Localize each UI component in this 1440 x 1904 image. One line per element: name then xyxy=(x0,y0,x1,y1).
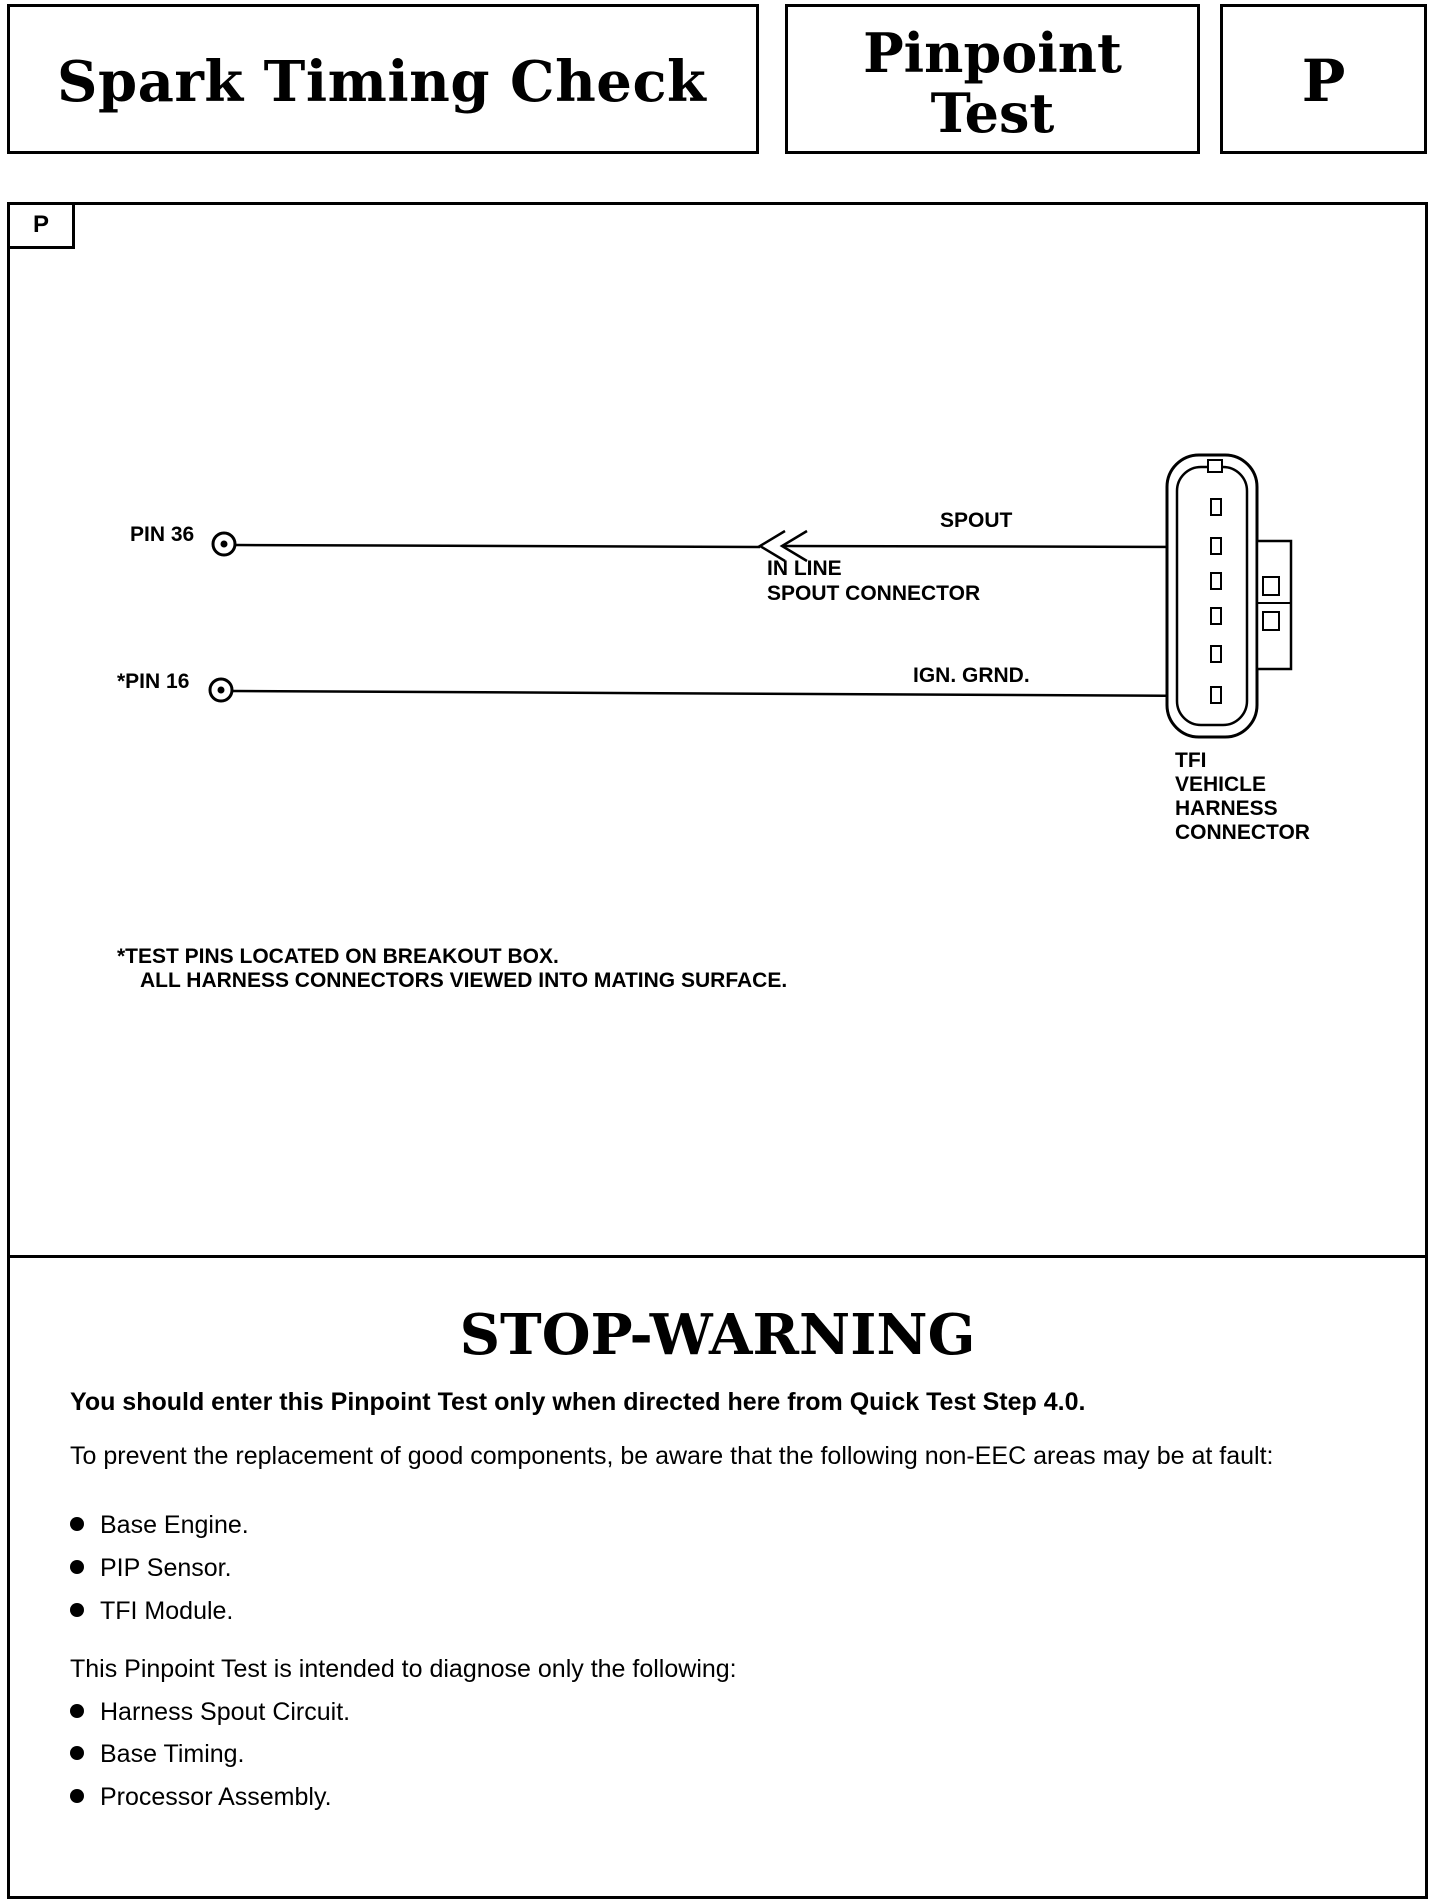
diagram-tag: P xyxy=(10,205,75,249)
test-type-box xyxy=(785,4,1200,154)
test-type-line1: Pinpoint xyxy=(863,21,1122,85)
list-item: TFI Module. xyxy=(70,1596,233,1626)
pin16-label: *PIN 16 xyxy=(117,670,190,693)
warning-title: STOP-WARNING xyxy=(459,1302,976,1368)
spout-label: SPOUT xyxy=(940,509,1013,532)
bullet-icon xyxy=(70,1517,84,1531)
warning-prevent-text: To prevent the replacement of good components, be aware that the following non-EEC areas may be at fault: xyxy=(70,1442,1274,1470)
main-panel xyxy=(7,202,1428,1899)
bullet-icon xyxy=(70,1704,84,1718)
spout-wire xyxy=(782,546,1205,547)
title-box xyxy=(7,4,759,154)
bullet-icon xyxy=(70,1789,84,1803)
pin36-wire xyxy=(235,545,760,547)
list-item: Base Engine. xyxy=(70,1510,249,1540)
test-type-line2: Test xyxy=(930,81,1055,145)
pin36-label: PIN 36 xyxy=(130,523,195,546)
list-item: Harness Spout Circuit. xyxy=(70,1697,350,1727)
connector-label-line4: CONNECTOR xyxy=(1175,821,1310,844)
bullet-icon xyxy=(70,1746,84,1760)
warning-directive: You should enter this Pinpoint Test only when directed here from Quick Test Step 4.0. xyxy=(70,1388,1086,1416)
note-line2: ALL HARNESS CONNECTORS VIEWED INTO MATING SURFACE. xyxy=(140,969,788,992)
test-letter-box xyxy=(1220,4,1427,154)
connector-label-line1: TFI xyxy=(1175,749,1207,772)
list-item: Processor Assembly. xyxy=(70,1782,332,1812)
ign-ground-wire xyxy=(232,691,1205,696)
pin16-terminal-dot xyxy=(218,687,225,694)
list-item: Base Timing. xyxy=(70,1739,245,1769)
inline-label-line2: SPOUT CONNECTOR xyxy=(767,582,981,605)
connector-label-line3: HARNESS xyxy=(1175,797,1278,820)
section-divider xyxy=(10,1255,1425,1258)
tfi-connector-icon xyxy=(1167,455,1291,737)
page-title: Spark Timing Check xyxy=(57,49,707,115)
ign-ground-label: IGN. GRND. xyxy=(913,664,1030,687)
list-item: PIP Sensor. xyxy=(70,1553,232,1583)
warning-diagnose-text: This Pinpoint Test is intended to diagnose only the following: xyxy=(70,1655,737,1683)
bullet-icon xyxy=(70,1560,84,1574)
bullet-icon xyxy=(70,1603,84,1617)
inline-label-line1: IN LINE xyxy=(767,557,842,580)
wiring-diagram xyxy=(10,205,1431,1255)
test-letter: P xyxy=(1301,47,1346,115)
pin36-terminal-dot xyxy=(221,541,228,548)
note-line1: *TEST PINS LOCATED ON BREAKOUT BOX. xyxy=(117,945,559,968)
connector-label-line2: VEHICLE xyxy=(1175,773,1267,796)
